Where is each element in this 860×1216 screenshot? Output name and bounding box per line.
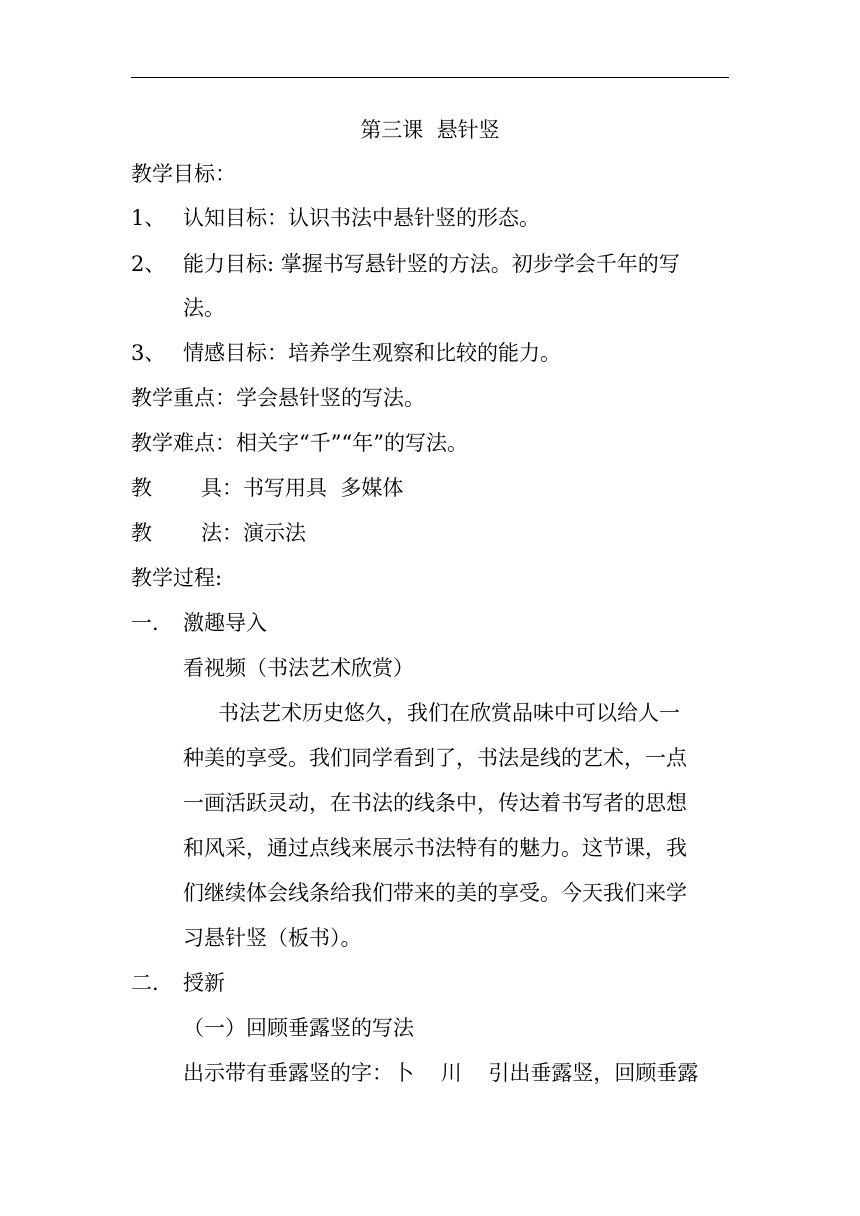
section2-number: 二. bbox=[131, 971, 159, 995]
paragraph-line: 和风采，通过点线来展示书法特有的魅力。这节课，我 bbox=[183, 836, 687, 860]
paragraph-line: 一画活跃灵动，在书法的线条中，传达着书写者的思想 bbox=[183, 791, 687, 815]
lesson-title: 第三课 悬针竖 bbox=[360, 118, 500, 142]
paragraph-line: 种美的享受。我们同学看到了，书法是线的艺术，一点 bbox=[183, 746, 687, 770]
goal2-number: 2、 bbox=[131, 252, 166, 276]
goals-heading: 教学目标： bbox=[131, 162, 236, 186]
paragraph-line: 书法艺术历史悠久，我们在欣赏品味中可以给人一 bbox=[218, 701, 680, 725]
goal2-text-line2: 法。 bbox=[183, 296, 225, 320]
goal2-text-line1: 能力目标: 掌握书写悬针竖的方法。初步学会千年的写 bbox=[183, 252, 680, 276]
difficulty: 教学难点：相关字“千”“年”的写法。 bbox=[131, 431, 468, 455]
key-point: 教学重点：学会悬针竖的写法。 bbox=[131, 386, 425, 410]
header-rule bbox=[131, 77, 729, 78]
process-heading: 教学过程: bbox=[131, 566, 223, 590]
section2-title: 授新 bbox=[183, 971, 225, 995]
section1-video: 看视频（书法艺术欣赏） bbox=[183, 656, 414, 680]
paragraph-line: 们继续体会线条给我们带来的美的享受。今天我们来学 bbox=[183, 881, 687, 905]
goal3-text: 情感目标：培养学生观察和比较的能力。 bbox=[183, 341, 561, 365]
subsection1-title: （一）回顾垂露竖的写法 bbox=[183, 1016, 414, 1040]
tools-label-char: 教 bbox=[131, 476, 152, 500]
section1-number: 一. bbox=[131, 611, 159, 635]
subsection1-line: 出示带有垂露竖的字：卜 川 引出垂露竖，回顾垂露 bbox=[183, 1061, 699, 1085]
tools-text: 具：书写用具 多媒体 bbox=[201, 476, 404, 500]
paragraph-line: 习悬针竖（板书）。 bbox=[183, 926, 362, 950]
section1-title: 激趣导入 bbox=[183, 611, 267, 635]
goal1-text: 认知目标：认识书法中悬针竖的形态。 bbox=[183, 206, 540, 230]
method-label-char: 教 bbox=[131, 521, 152, 545]
goal3-number: 3、 bbox=[131, 341, 166, 365]
method-text: 法：演示法 bbox=[201, 521, 306, 545]
goal1-number: 1、 bbox=[131, 206, 166, 230]
